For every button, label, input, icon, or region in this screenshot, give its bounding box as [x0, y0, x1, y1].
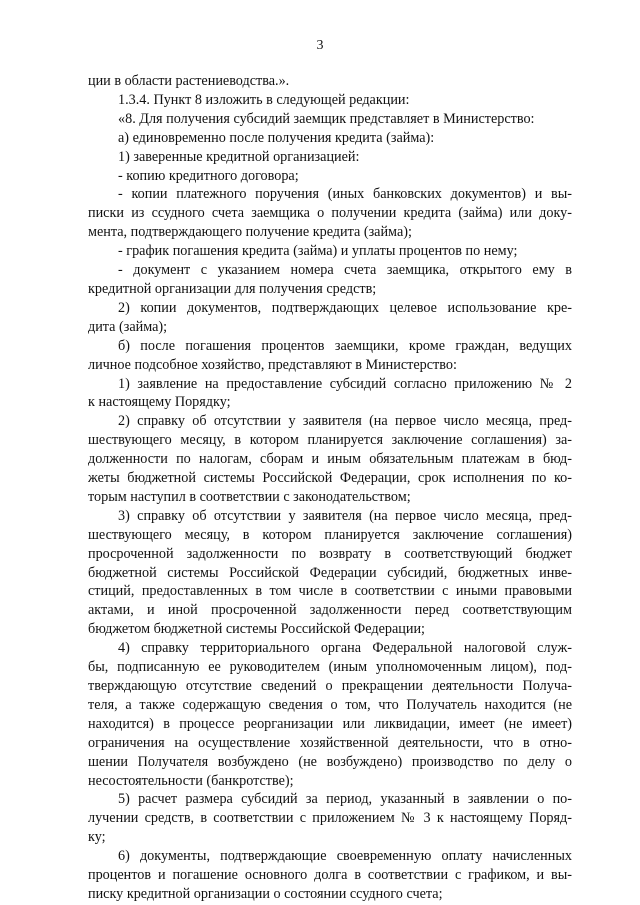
text-line: теля, а также содержащую сведения о том, что Получатель находится (не — [88, 697, 572, 713]
text-line: ку; — [88, 829, 106, 845]
text-line: 5) расчет размера субсидий за период, указанный в заявлении о по- — [118, 791, 572, 807]
text-line: шении Получателя возбуждено (не возбуждено) производство по делу о — [88, 754, 572, 770]
text-line: 6) документы, подтверждающие своевременную оплату начисленных — [118, 848, 572, 864]
text-line: актами, и иной просроченной задолженности перед соответствующим — [88, 602, 572, 618]
text-line: шествующего месяцу, в котором планируется заключение соглашения) — [88, 527, 572, 543]
text-line: 1.3.4. Пункт 8 изложить в следующей редакции: — [118, 92, 410, 108]
text-line: писку кредитной организации о состоянии ссудного счета; — [88, 886, 443, 902]
text-line: тверждающую отсутствие сведений о прекращении деятельности Получа- — [88, 678, 572, 694]
text-line: 3) справку об отсутствии у заявителя (на первое число месяца, пред- — [118, 508, 572, 524]
text-line: дита (займа); — [88, 319, 168, 335]
text-line: - документ с указанием номера счета заемщика, открытого ему в — [118, 262, 572, 278]
text-line: несостоятельности (банкротстве); — [88, 773, 294, 789]
text-line: шествующего месяцу, в котором планируется заключение соглашения) за- — [88, 432, 572, 448]
text-line: писки из ссудного счета заемщика о получении кредита (займа) или доку- — [88, 205, 572, 221]
text-line: стиций, предоставленных в том числе в соответствии с иными правовыми — [88, 583, 572, 599]
text-line: бюджетом бюджетной системы Российской Федерации; — [88, 621, 425, 637]
text-line: к настоящему Порядку; — [88, 394, 231, 410]
text-line: жеты бюджетной системы Российской Федерации, срок исполнения по ко- — [88, 470, 572, 486]
text-line: торым наступил в соответствии с законодательством; — [88, 489, 411, 505]
text-line: бы, подписанную ее руководителем (иным уполномоченным лицом), под- — [88, 659, 572, 675]
text-line: долженности по налогам, сборам и иным обязательным платежам в бюд- — [88, 451, 572, 467]
text-line: находится) в процессе реорганизации или ликвидации, имеет (не имеет) — [88, 716, 572, 732]
text-line: «8. Для получения субсидий заемщик представляет в Министерство: — [118, 111, 535, 127]
text-line: б) после погашения процентов заемщики, кроме граждан, ведущих — [118, 338, 572, 354]
text-line: - копии платежного поручения (иных банковских документов) и вы- — [118, 186, 572, 202]
text-line: ции в области растениеводства.». — [88, 73, 290, 89]
text-line: 1) заверенные кредитной организацией: — [118, 149, 360, 165]
text-line: - копию кредитного договора; — [118, 168, 299, 184]
text-line: а) единовременно после получения кредита (займа): — [118, 130, 435, 146]
text-line: ограничения на осуществление хозяйственной деятельности, что в отно- — [88, 735, 572, 751]
text-line: 2) справку об отсутствии у заявителя (на первое число месяца, пред- — [118, 413, 572, 429]
text-line: 4) справку территориального органа Федеральной налоговой служ- — [118, 640, 572, 656]
text-line: личное подсобное хозяйство, представляют в Министерство: — [88, 357, 457, 373]
text-line: - график погашения кредита (займа) и уплаты процентов по нему; — [118, 243, 518, 259]
text-line: процентов и погашение основного долга в соответствии с графиком, и вы- — [88, 867, 572, 883]
page-number: 3 — [316, 38, 324, 53]
text-line: лучении средств, в соответствии с приложением № 3 к настоящему Поряд- — [88, 810, 572, 826]
text-line: мента, подтверждающего получение кредита (займа); — [88, 224, 412, 240]
text-line: кредитной организации для получения средств; — [88, 281, 377, 297]
text-line: просроченной задолженности по возврату в соответствующий бюджет — [88, 546, 572, 562]
text-line: бюджетной системы Российской Федерации субсидий, бюджетных инве- — [88, 565, 572, 581]
text-line: 2) копии документов, подтверждающих целевое использование кре- — [118, 300, 572, 316]
text-line: 1) заявление на предоставление субсидий согласно приложению № 2 — [118, 376, 572, 392]
